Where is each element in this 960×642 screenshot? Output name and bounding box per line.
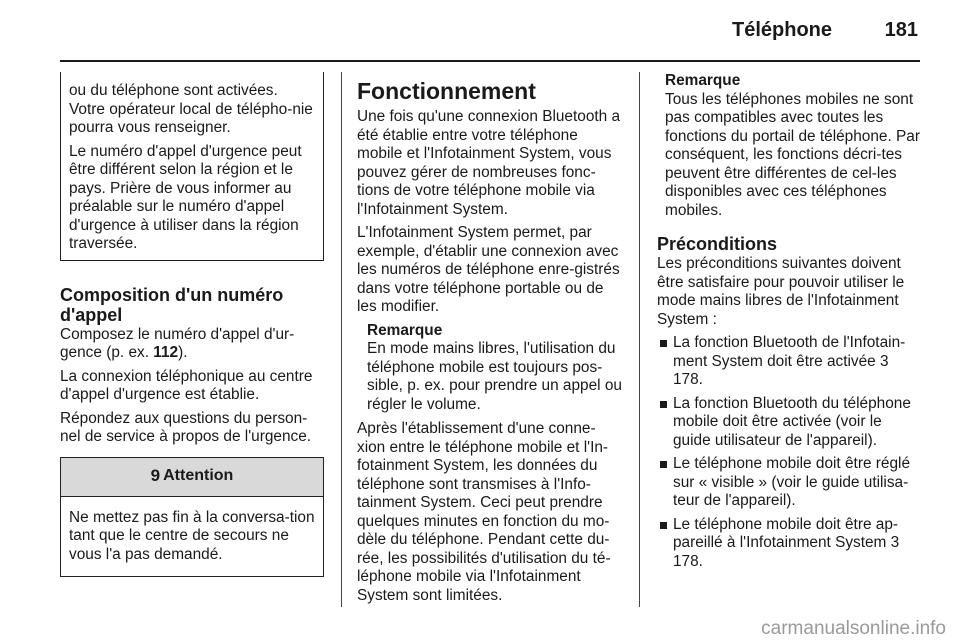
preconditions-intro: Les préconditions suivantes doivent être satisfaire pour pouvoir utiliser le mode mains libres de l'Infotainment System : <box>657 255 905 328</box>
function-paragraph-1: Une fois qu'une connexion Bluetooth a été établie entre votre téléphone mobile et l'Infotainment System, vous pouvez gérer de nombreuses fonc-tions de votre téléphone mobile via l'Infotainment System. <box>357 108 621 218</box>
warning-title: Attention <box>163 467 234 485</box>
note-text-compat: Tous les téléphones mobiles ne sont pas compatibles avec toutes les fonctions du portail de téléphone. Par conséquent, les fonctions décri-tes peuvent être différentes de cel-les disponibles avec ces téléphones mobiles. <box>665 90 920 219</box>
list-item: Le téléphone mobile doit être ap-pareillé à l'Infotainment System 3 178. <box>657 516 921 572</box>
dial-paragraph-2: La connexion téléphonique au centre d'appel d'urgence est établie. <box>60 367 313 403</box>
column-2 <box>357 72 623 610</box>
square-bullet-icon <box>660 522 667 529</box>
emergency-info-box <box>60 72 324 261</box>
section-title-dial: Composition d'un numéro d'appel <box>60 284 284 325</box>
page-number: 181 <box>884 19 918 41</box>
box-paragraph-2: Le numéro d'appel d'urgence peut être différent selon la région et le pays. Prière de vous informer au préalable sur le numéro d'appel d'urgence à utiliser dans la région traversée. <box>69 142 302 252</box>
list-item: La fonction Bluetooth du téléphone mobile doit être activée (voir le guide utilisateur de l'appareil). <box>657 395 921 451</box>
warning-header <box>61 458 323 497</box>
page-title: Téléphone <box>731 19 832 41</box>
column-3 <box>657 72 921 576</box>
column-1 <box>60 72 324 577</box>
warning-box <box>60 457 324 578</box>
list-item: Le téléphone mobile doit être réglé sur « visible » (voir le guide utilisa-teur de l'appareil). <box>657 455 921 511</box>
dial-paragraph-1: Composez le numéro d'appel d'ur-gence (p. ex. 112). <box>60 325 295 361</box>
note-block <box>367 322 623 415</box>
box-paragraph-1: ou du téléphone sont activées. Votre opérateur local de télépho-nie pourra vous renseigner. <box>69 82 313 136</box>
column-divider-1 <box>341 72 342 607</box>
header-rule <box>60 60 920 62</box>
heading-fonctionnement: Fonctionnement <box>357 78 536 104</box>
square-bullet-icon <box>660 401 667 408</box>
watermark: carmanualsonline.info <box>761 618 946 639</box>
preconditions-list <box>657 334 921 571</box>
page-reference: 112 <box>153 344 179 361</box>
note-label-compat: Remarque <box>665 72 741 89</box>
note-text: En mode mains libres, l'utilisation du téléphone mobile est toujours pos-sible, p. ex. pour prendre un appel ou régler le volume. <box>367 340 622 413</box>
warning-text: Ne mettez pas fin à la conversa-tion tant que le centre de secours ne vous l'a pas demandé. <box>69 508 315 563</box>
function-paragraph-3: Après l'établissement d'une conne-xion entre le téléphone mobile et l'In-fotainment System, les données du téléphone sont transmises à l'Info-tainment System. Ceci peut prendre quelques minutes en fonction du mo-dèle du téléphone. Pendant cette du-rée, les possibilités d'utilisation du té-léphone mobile via l'Infotainment System sont limitées. <box>357 420 611 604</box>
section-title-preconditions: Préconditions <box>657 234 778 254</box>
list-item: La fonction Bluetooth de l'Infotain-ment System doit être activée 3 178. <box>657 334 921 390</box>
dial-paragraph-3: Répondez aux questions du person-nel de service à propos de l'urgence. <box>60 409 312 445</box>
warning-triangle-icon: 9 <box>150 466 161 486</box>
function-paragraph-2: L'Infotainment System permet, par exemple, d'établir une connexion avec les numéros de téléphone enre-gistrés dans votre téléphone portable ou de les modifier. <box>357 224 620 315</box>
square-bullet-icon <box>660 340 667 347</box>
column-divider-2 <box>639 72 640 607</box>
note-label: Remarque <box>367 321 443 339</box>
square-bullet-icon <box>660 461 667 468</box>
note-block-compat <box>665 72 921 220</box>
